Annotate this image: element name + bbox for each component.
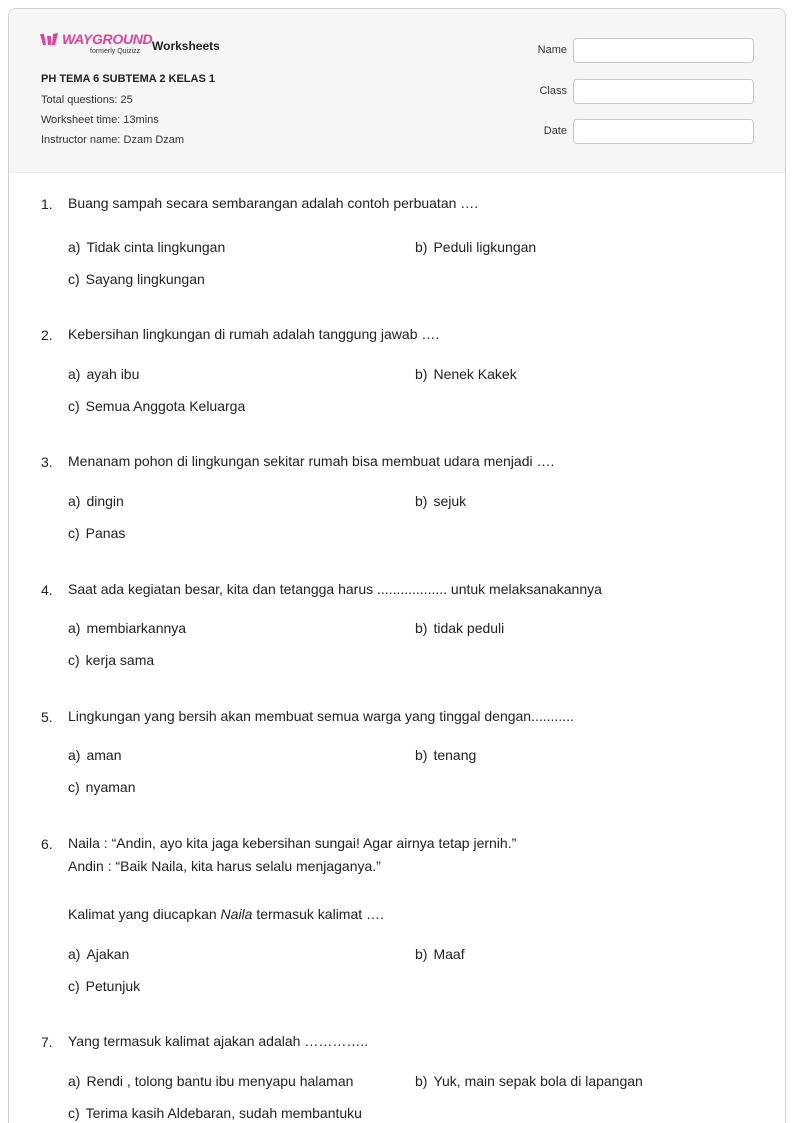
emphasized-name: Naila: [220, 906, 253, 922]
option-b: b) tidak peduli: [415, 620, 505, 636]
logo-text: WAYGROUND: [62, 31, 153, 47]
logo-subtext: formerly Quizizz: [90, 48, 141, 55]
question-text: Yang termasuk kalimat ajakan adalah …………..: [68, 1033, 369, 1049]
wayground-logo-icon: [40, 33, 60, 47]
option-c: c) Semua Anggota Keluarga: [68, 398, 246, 414]
class-input[interactable]: [573, 79, 754, 104]
question-text: Kalimat yang diucapkan Naila termasuk kalimat ….: [68, 906, 384, 922]
option-b: b) sejuk: [415, 493, 467, 509]
option-b: b) Peduli ligkungan: [415, 239, 537, 255]
option-a: a) membiarkannya: [68, 620, 187, 636]
question-text: Buang sampah secara sembarangan adalah contoh perbuatan ….: [68, 195, 479, 211]
option-b: b) Yuk, main sepak bola di lapangan: [415, 1073, 643, 1089]
option-c: c) Petunjuk: [68, 978, 141, 994]
date-label: Date: [543, 125, 567, 137]
worksheet-header: [9, 9, 785, 173]
question-number: 4.: [41, 582, 53, 598]
option-c: c) Terima kasih Aldebaran, sudah membantuku: [68, 1105, 362, 1121]
name-field-group: [519, 38, 755, 63]
question-number: 2.: [41, 327, 53, 343]
wayground-logo: [40, 31, 153, 59]
total-questions: Total questions: 25: [41, 94, 133, 106]
question-number: 1.: [41, 196, 53, 212]
question-text: Kebersihan lingkungan di rumah adalah tanggung jawab ….: [68, 326, 440, 342]
question-number: 5.: [41, 709, 53, 725]
name-label: Name: [537, 44, 567, 56]
instructor-name: Instructor name: Dzam Dzam: [41, 134, 185, 146]
option-b: b) tenang: [415, 747, 477, 763]
option-a: a) ayah ibu: [68, 366, 140, 382]
class-label: Class: [539, 85, 567, 97]
option-b: b) Nenek Kakek: [415, 366, 517, 382]
question-number: 7.: [41, 1034, 53, 1050]
date-field-group: [519, 119, 755, 144]
question-number: 6.: [41, 836, 53, 852]
question-text: Saat ada kegiatan besar, kita dan tetangga harus .................. untuk melaksanakannya: [68, 581, 602, 597]
option-a: a) Rendi , tolong bantu ibu menyapu halaman: [68, 1073, 354, 1089]
option-c: c) Sayang lingkungan: [68, 271, 205, 287]
class-field-group: [519, 79, 755, 104]
worksheet-meta: [41, 73, 215, 154]
date-input[interactable]: [573, 119, 754, 144]
option-a: a) Ajakan: [68, 946, 130, 962]
question-text: Menanam pohon di lingkungan sekitar rumah bisa membuat udara menjadi ….: [68, 453, 555, 469]
worksheet-time: Worksheet time: 13mins: [41, 114, 159, 126]
option-c: c) Panas: [68, 525, 126, 541]
dialogue-line-2: Andin : “Baik Naila, kita harus selalu menjaganya.”: [68, 858, 381, 874]
question-number: 3.: [41, 454, 53, 470]
question-text: Lingkungan yang bersih akan membuat semua warga yang tinggal dengan...........: [68, 708, 574, 724]
option-a: a) Tidak cinta lingkungan: [68, 239, 226, 255]
option-a: a) dingin: [68, 493, 124, 509]
product-label: Worksheets: [152, 39, 220, 53]
name-input[interactable]: [573, 38, 754, 63]
option-c: c) nyaman: [68, 779, 136, 795]
worksheet-page: [8, 8, 786, 1123]
option-c: c) kerja sama: [68, 652, 155, 668]
worksheet-title: PH TEMA 6 SUBTEMA 2 KELAS 1: [41, 73, 215, 85]
option-a: a) aman: [68, 747, 122, 763]
dialogue-line-1: Naila : “Andin, ayo kita jaga kebersihan sungai! Agar airnya tetap jernih.”: [68, 835, 517, 851]
option-b: b) Maaf: [415, 946, 465, 962]
